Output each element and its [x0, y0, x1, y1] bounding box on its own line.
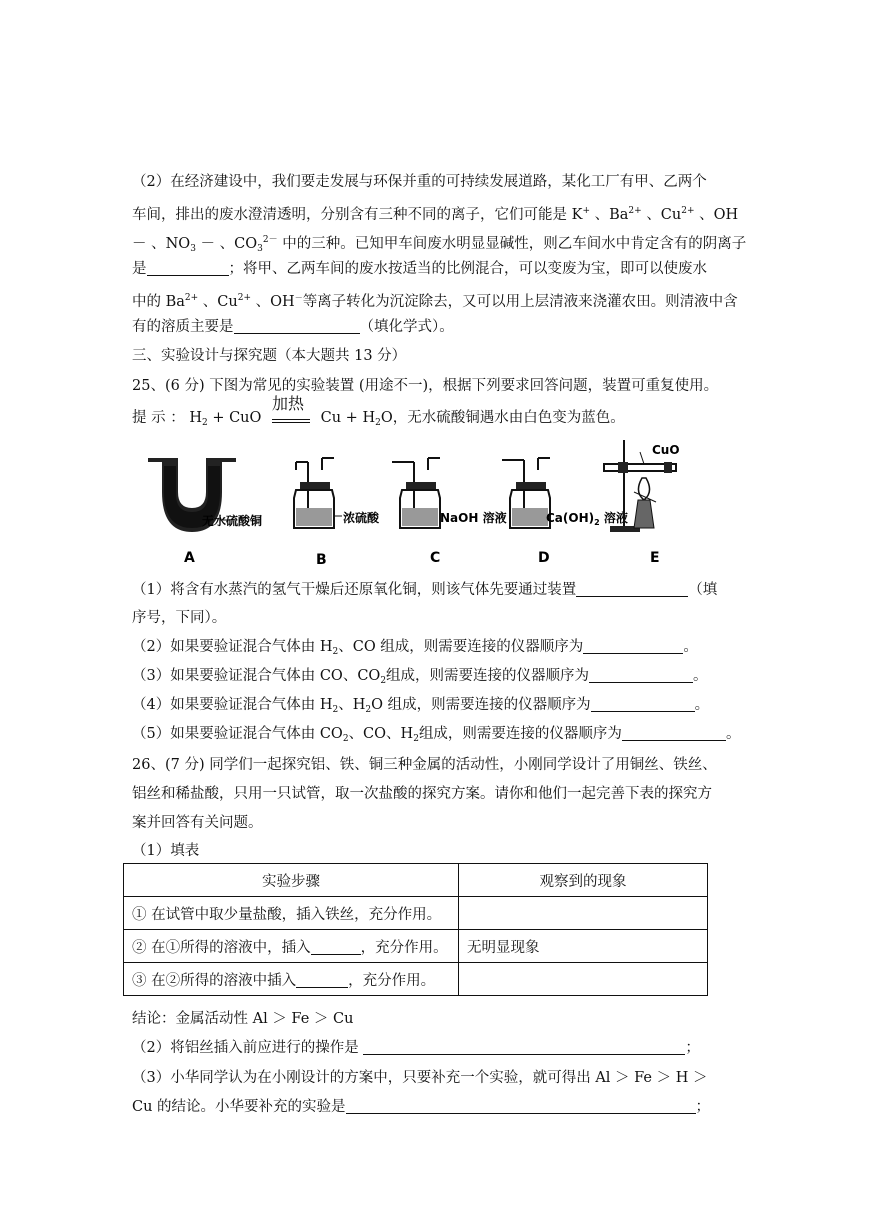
text: 铝丝和稀盐酸，只用一只试管，取一次盐酸的探究方案。请你和他们一起完善下表的探究方	[132, 786, 712, 802]
q26-line-2	[132, 784, 712, 804]
letter-c: C	[430, 550, 441, 566]
text: ；	[695, 1099, 711, 1115]
subscript: 2	[332, 705, 339, 715]
step-cell	[124, 963, 459, 996]
answer-blank[interactable]	[622, 725, 726, 741]
answer-blank[interactable]	[311, 939, 361, 955]
apparatus-figure	[140, 440, 700, 570]
p2-line-3	[132, 230, 746, 259]
text: （1）填表	[132, 843, 200, 859]
text: 结论：金属活动性 Al ＞ Fe ＞ Cu	[132, 1011, 354, 1027]
text: 三、实验设计与探究题（本大题共 13 分）	[132, 348, 407, 364]
text: 、OH	[251, 294, 295, 310]
text: 、Cu	[198, 294, 238, 310]
subscript: 2	[375, 418, 381, 428]
heating-condition	[272, 394, 310, 424]
text: 提 示 ： H	[132, 410, 202, 426]
q25-intro	[132, 376, 718, 396]
letter-d: D	[538, 550, 550, 566]
text: （5）如果要验证混合气体由 CO	[132, 726, 343, 742]
label-e: CuO	[652, 443, 680, 457]
q26-conclusion	[132, 1009, 353, 1029]
text: （2）将铝丝插入前应进行的操作是	[132, 1040, 364, 1056]
superscript: 2+	[628, 206, 642, 216]
experiment-table	[123, 863, 708, 996]
answer-blank[interactable]	[576, 581, 688, 597]
subscript: 2	[413, 734, 419, 744]
label-b: 浓硫酸	[343, 511, 380, 525]
text: （3）如果要验证混合气体由 CO、CO	[132, 668, 381, 684]
p2-line-6	[132, 317, 454, 337]
equal-line	[272, 419, 310, 420]
text: Cu 的结论。小华要补充的实验是	[132, 1099, 346, 1115]
answer-blank[interactable]	[583, 638, 683, 654]
wash-bottle-b-icon	[294, 458, 342, 528]
text: 25、(6 分) 下图为常见的实验装置 (用途不一)，根据下列要求回答问题，装置可重复使用。	[132, 378, 719, 394]
superscript: 2+	[184, 293, 199, 303]
answer-blank[interactable]	[346, 1098, 696, 1114]
subscript: 2	[380, 676, 387, 686]
text: Cu + H	[320, 410, 376, 426]
text: 。	[725, 726, 741, 742]
text: ② 在①所得的溶液中，插入	[132, 939, 311, 956]
letter-e: E	[650, 550, 660, 566]
q25-s2	[132, 637, 698, 662]
text: 、OH	[699, 207, 739, 223]
superscript: +	[582, 206, 590, 216]
text: 有的溶质主要是	[132, 319, 234, 335]
text: O，无水硫酸铜遇水由白色变为蓝色。	[380, 410, 625, 426]
p2-line-4	[132, 259, 707, 279]
q26-q3	[132, 1068, 707, 1088]
text: 中的三种。已知甲车间废水明显显碱性，则乙车间水中肯定含有的阴离子	[282, 236, 747, 252]
header-steps: 实验步骤	[124, 864, 459, 897]
q26-fill-label	[132, 841, 199, 861]
step-cell	[124, 930, 459, 963]
letter-b: B	[316, 552, 327, 568]
text: （2）如果要验证混合气体由 H	[132, 639, 333, 655]
text: 车间，排出的废水澄清透明，分别含有三种不同的离子，它们可能是 K	[132, 207, 583, 223]
text: ；	[685, 1040, 700, 1056]
subscript: 2	[365, 705, 372, 715]
answer-blank[interactable]	[363, 1039, 685, 1055]
header-observation: 观察到的现象	[459, 864, 708, 897]
text: 案并回答有关问题。	[132, 815, 263, 831]
section-3-title	[132, 346, 406, 366]
superscript: 2+	[681, 206, 695, 216]
text: 。	[694, 697, 710, 713]
q26-q3-cont	[132, 1097, 710, 1117]
observation-cell[interactable]	[459, 963, 708, 996]
label-c: NaOH 溶液	[440, 511, 507, 525]
letter-a: A	[184, 550, 195, 566]
equal-line	[272, 422, 310, 423]
subscript: 2	[342, 734, 349, 744]
subscript: 2	[201, 418, 208, 428]
subscript: 3	[257, 244, 263, 254]
wash-bottle-c-icon	[392, 458, 440, 528]
text: ；将甲、乙两车间的废水按适当的比例混合，可以变废为宝，即可以使废水	[228, 261, 707, 277]
q25-s4	[132, 695, 709, 720]
text: 是	[132, 261, 147, 277]
observation-cell: 无明显现象	[459, 930, 708, 963]
text: 。	[683, 639, 698, 655]
q25-s1-cont	[132, 608, 226, 628]
superscript: 2+	[237, 293, 252, 303]
text: 、CO 组成，则需要连接的仪器顺序为	[338, 639, 584, 655]
q25-hint	[132, 394, 625, 433]
heat-label: 加热	[272, 394, 305, 413]
q26-line-1	[132, 755, 717, 775]
label-d-formula: Ca(OH)	[546, 511, 595, 525]
text: （填	[688, 582, 718, 598]
p2-line-5: 中的 $Ba^{2+}$ 、$Cu^{2+}$ 、OH－等离子转化为沉淀除去，又可以用上层清液来浇灌农田。则清液中含	[132, 293, 738, 310]
q26-q2	[132, 1038, 700, 1058]
label-d-subscript: 2	[594, 518, 600, 527]
step-cell: ① 在试管中取少量盐酸，插入铁丝，充分作用。	[124, 897, 459, 930]
superscript: 2－	[262, 235, 278, 245]
answer-blank[interactable]	[234, 318, 360, 334]
text: 等离子转化为沉淀除去，又可以用上层清液来浇灌农田。则清液中含	[302, 294, 738, 310]
text: 、Cu	[646, 207, 682, 223]
text: O 组成，则需要连接的仪器顺序为	[371, 697, 591, 713]
text: － 、NO	[132, 236, 191, 252]
q25-s1	[132, 580, 717, 600]
observation-cell[interactable]	[459, 897, 708, 930]
p2-line-1	[132, 172, 707, 192]
text: （2）在经济建设中，我们要走发展与环保并重的可持续发展道路，某化工厂有甲、乙两个	[132, 174, 707, 190]
label-d	[546, 510, 628, 527]
subscript: 2	[332, 647, 339, 657]
text: + CuO	[207, 410, 262, 426]
text: 、CO、H	[348, 726, 414, 742]
table-row	[124, 897, 708, 930]
q25-s5	[132, 724, 740, 749]
text: （3）小华同学认为在小刚设计的方案中，只要补充一个实验，就可得出 Al ＞ Fe ＞ H ＞	[132, 1070, 708, 1086]
subscript: 3	[190, 244, 196, 254]
label-a: 无水硫酸铜	[202, 514, 263, 528]
text: ③ 在②所得的溶液中插入	[132, 972, 297, 989]
wash-bottle-d-icon	[502, 458, 550, 528]
text: （填化学式）。	[359, 319, 454, 335]
text: 中的 Ba	[132, 294, 185, 310]
label-d-tail: 溶液	[599, 511, 628, 525]
text: ，充分作用。	[360, 939, 448, 956]
q26-line-3	[132, 813, 263, 833]
answer-blank[interactable]	[589, 667, 693, 683]
text: 组成，则需要连接的仪器顺序为	[386, 668, 590, 684]
text: 序号，下同）。	[132, 610, 227, 626]
q25-s3	[132, 666, 708, 691]
p2-line-2	[132, 201, 738, 225]
text: 组成，则需要连接的仪器顺序为	[418, 726, 622, 742]
text: 、Ba	[594, 207, 629, 223]
text: － 、CO	[200, 236, 258, 252]
answer-blank[interactable]	[147, 260, 229, 276]
text: 、H	[338, 697, 366, 713]
table-row	[124, 963, 708, 996]
answer-blank[interactable]	[296, 972, 348, 988]
text: 。	[693, 668, 708, 684]
table-header-row	[124, 864, 708, 897]
text: （4）如果要验证混合气体由 H	[132, 697, 333, 713]
text: ，充分作用。	[348, 972, 436, 989]
table-row	[124, 930, 708, 963]
text: 26、(7 分) 同学们一起探究铝、铁、铜三种金属的活动性，小刚同学设计了用铜丝、铁丝、	[132, 757, 717, 773]
text: （1）将含有水蒸汽的氢气干燥后还原氧化铜，则该气体先要通过装置	[132, 582, 577, 598]
answer-blank[interactable]	[591, 696, 695, 712]
